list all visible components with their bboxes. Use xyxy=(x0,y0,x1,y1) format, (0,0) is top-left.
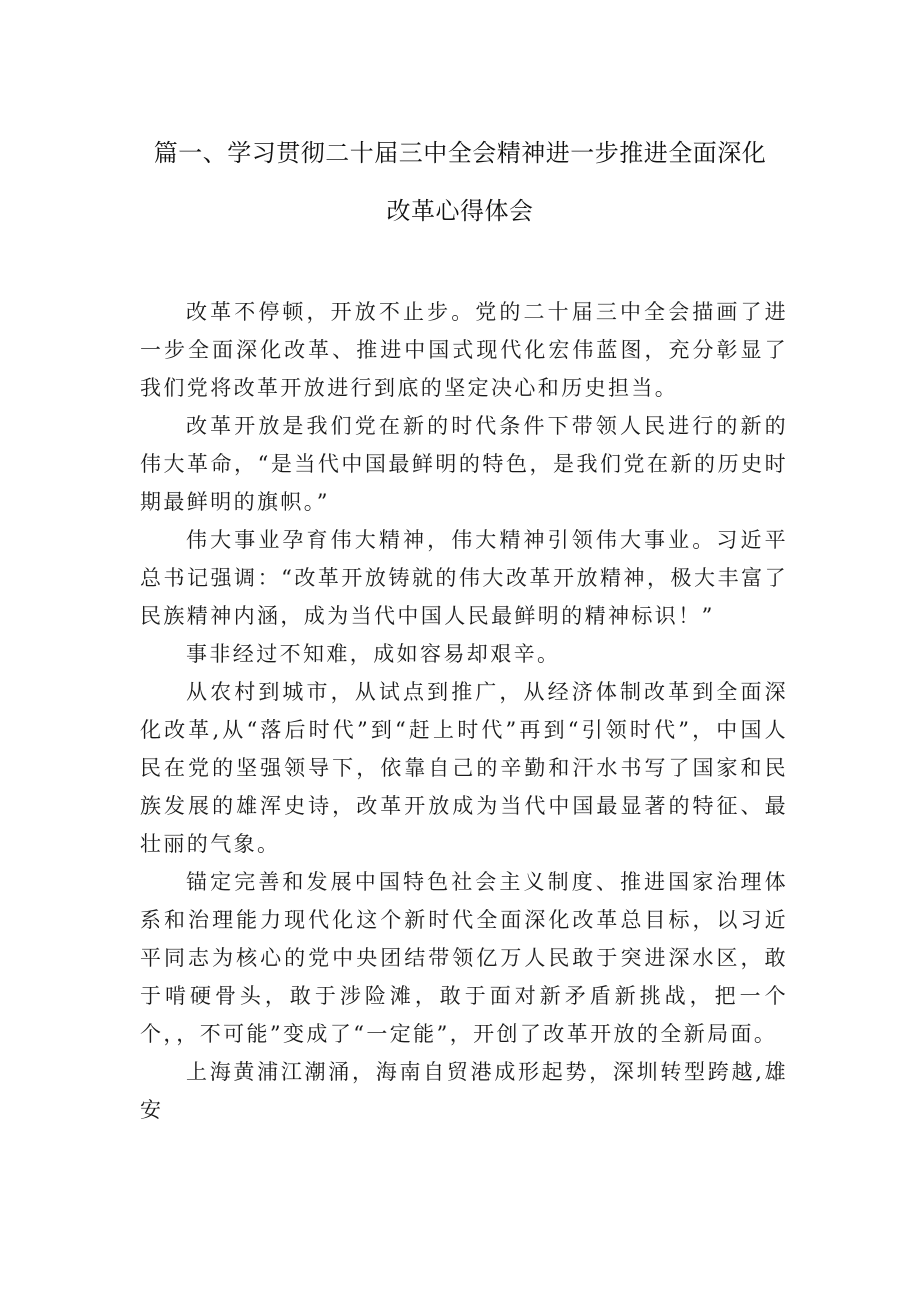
paragraph-2: 改革开放是我们党在新的时代条件下带领人民进行的新的伟大革命，“是当代中国最鲜明的特色，是我们党在新的历史时期最鲜明的旗帜。” xyxy=(140,414,788,514)
paragraph-1: 改革不停顿，开放不止步。党的二十届三中全会描画了进一步全面深化改革、推进中国式现代化宏伟蓝图，充分彰显了我们党将改革开放进行到底的坚定决心和历史担当。 xyxy=(140,300,788,400)
paragraph-5: 从农村到城市，从试点到推广，从经济体制改革到全面深化改革,从“落后时代”到“赶上时代”再到“引领时代”，中国人民在党的坚强领导下，依靠自己的辛勤和汗水书写了国家和民族发展的雄浑史诗，改革开放成为当代中国最显著的特征、最壮丽的气象。 xyxy=(140,680,788,856)
document-title-line-1: 篇一、学习贯彻二十届三中全会精神进一步推进全面深化 xyxy=(153,139,767,167)
document-body xyxy=(140,293,788,1129)
document-title-line-2: 改革心得体会 xyxy=(386,197,534,225)
paragraph-3: 伟大事业孕育伟大精神，伟大精神引领伟大事业。习近平总书记强调：“改革开放铸就的伟大改革开放精神，极大丰富了民族精神内涵，成为当代中国人民最鲜明的精神标识！” xyxy=(140,528,788,628)
paragraph-7: 上海黄浦江潮涌，海南自贸港成形起势，深圳转型跨越,雄安 xyxy=(140,1060,788,1122)
paragraph-4: 事非经过不知难，成如容易却艰辛。 xyxy=(186,642,561,666)
paragraph-6: 锚定完善和发展中国特色社会主义制度、推进国家治理体系和治理能力现代化这个新时代全面深化改革总目标，以习近平同志为核心的党中央团结带领亿万人民敢于突进深水区，敢于啃硬骨头，敢于涉险滩，敢于面对新矛盾新挑战，把一个个，，不可能”变成了“一定能”，开创了改革开放的全新局面。 xyxy=(140,870,788,1046)
